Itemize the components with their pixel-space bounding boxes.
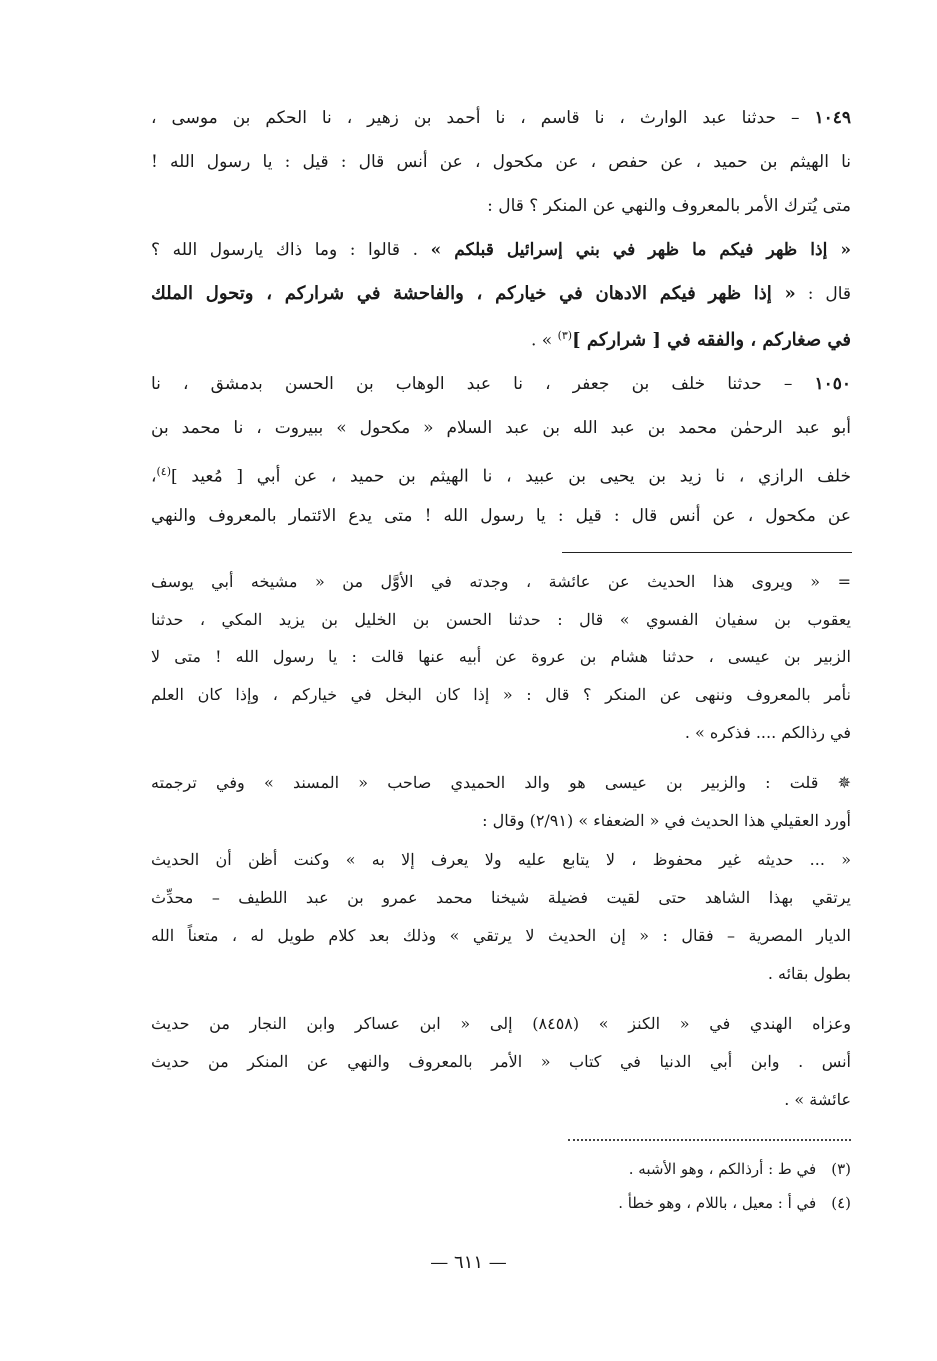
commentary-line: عائشة » . [784,1090,851,1109]
footnote-separator [568,1139,851,1145]
commentary-line: نأمر بالمعروف وننهى عن المنكر ؟ قال : « إذا كان البخل في خياركم ، وإذا كان العلم [151,685,851,704]
commentary-line: يعقوب بن سفيان الفسوي » قال : حدثنا الحسن بن الخليل بن يزيد المكي ، حدثنا [151,610,851,629]
hadith-text: خلف الرازي ، نا زيد بن يحيى بن عبيد ، نا الهيثم بن حميد ، عن أبي [ مُعيد ] [171,466,851,487]
hadith-1049-line-3: متى يُترك الأمر بالمعروف والنهي عن المنكر ؟ قال : [487,196,851,216]
star-icon: ✵ [837,773,852,792]
hadith-1050-line-2: أبو عبد الرحمٰن محمد بن عبد الله بن عبد السلام « مكحول » ببيروت ، نا محمد بن [151,418,851,438]
hadith-1050-line-1 [151,372,851,396]
footnote-text: في أ : معيل ، باللام ، وهو خطأ . [618,1194,817,1212]
hadith-text: – حدثنا خلف بن جعفر ، نا عبد الوهاب بن الحسن بدمشق ، نا [151,374,793,394]
footnote-ref: (٣) [557,329,573,342]
commentary-line: وعزاه الهندي في « الكنز » (٨٤٥٨) إلى « ابن عساكر وابن النجار من حديث [151,1014,851,1033]
commentary-separator [562,552,852,553]
commentary-line: = « ويروى هذا الحديث عن عائشة ، وجدته في الأوَّل من « مشيخه أبي يوسف [151,572,851,591]
hadith-1050-line-4: عن مكحول ، عن أنس قال : قيل : يا رسول الله ! متى يدع الائتمار بالمعروف والنهي [151,506,851,526]
footnote-number: (٤) [831,1194,851,1212]
footnote [629,1158,851,1180]
hadith-1049-line-4 [151,238,851,262]
hadith-text: ، [151,466,157,487]
page-number: — ٦١١ — [430,1252,507,1273]
commentary-line: « ... حديثه غير محفوظ ، لا يتابع عليه ولا يعرف إلا به » وكنت أظن أن الحديث [151,850,852,869]
commentary-line: بطول بقائه . [767,964,851,983]
prophetic-saying: « إذا ظهر فيكم ما ظهر في بني إسرائيل قبلكم » [430,240,851,260]
hadith-1049-line-2: نا الهيثم بن حميد ، عن حفص ، عن مكحول ، عن أنس قال : قيل : يا رسول الله ! [151,152,851,172]
hadith-1049-line-6 [151,324,851,353]
hadith-1049-line-5 [151,282,851,306]
prophetic-saying: في صغاركم ، والفقه في [ شراركم ] [572,329,851,351]
commentary-line: في رذالكم .... فذكره » . [684,723,851,742]
commentary-line: يرتقي بهذا الشاهد حتى لقيت فضيلة شيخنا محمد عمرو بن عبد اللطيف – محدِّث [151,888,851,907]
footnote [618,1192,851,1214]
commentary-text: قلت : والزبير بن عيسى هو والد الحميدي صاحب « المسند » وفي ترجمته [151,773,819,792]
hadith-text: » . [530,330,553,351]
footnote-number: (٣) [831,1160,851,1178]
commentary-line [151,771,851,795]
hadith-1049-line-1 [151,106,851,130]
hadith-text: . قالوا : وما ذاك يارسول الله ؟ [151,240,418,260]
hadith-number: ١٠٤٩ [814,108,852,128]
footnote-text: في ط : أرذالكم ، وهو الأشبه . [628,1160,817,1178]
hadith-1050-line-3 [151,460,851,489]
prophetic-saying: « إذا ظهر فيكم الادهان في خياركم ، والفاحشة في شراركم ، وتحول الملك [151,283,796,304]
hadith-text: – حدثنا عبد الوارث ، نا قاسم ، نا أحمد بن زهير ، نا الحكم بن موسى ، [151,108,800,128]
footnote-ref: (٤) [156,465,172,478]
commentary-line: أنس . وابن أبي الدنيا في كتاب « الأمر بالمعروف والنهي عن المنكر من حديث [151,1052,851,1071]
commentary-line: أورد العقيلي هذا الحديث في « الضعفاء » (٢/٩١) وقال : [482,811,851,830]
hadith-text: قال : [807,284,851,304]
hadith-number: ١٠٥٠ [814,374,852,394]
commentary-line: الديار المصرية – فقال : « إن الحديث لا يرتقي » وذلك بعد كلام طويل له ، متعناً الله [151,926,851,945]
commentary-line: الزبير بن عيسى ، حدثنا هشام بن عروة عن أبيه عنها قالت : يا رسول الله ! متى لا [151,647,851,666]
